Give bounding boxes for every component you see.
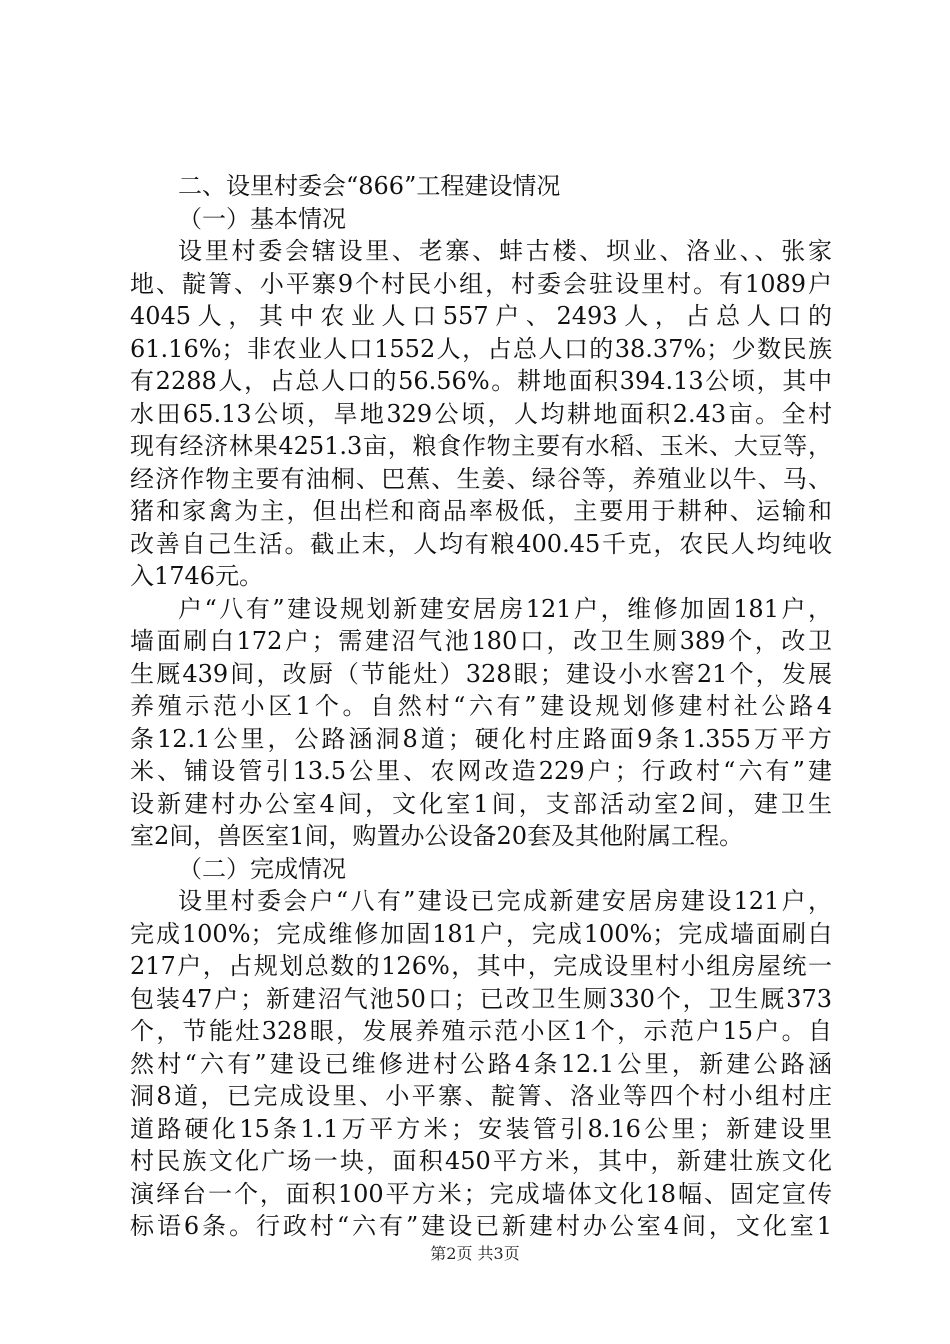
paragraph-line: 标语6条。行政村“六有”建设已新建村办公室4间，文化室1 bbox=[130, 1212, 832, 1240]
paragraph-line: 包装47户；新建沼气池50口；已改卫生厕330个，卫生厩373 bbox=[130, 984, 832, 1013]
paragraph-line: 猪和家禽为主，但出栏和商品率极低，主要用于耕种、运输和 bbox=[130, 497, 832, 525]
paragraph-line: 村民族文化广场一块，面积450平方米，其中，新建壮族文化 bbox=[130, 1147, 832, 1175]
paragraph-line: 设里村委会辖设里、老寨、蚌古楼、坝业、洛业、、张家 bbox=[178, 237, 832, 265]
paragraph-line: 户“八有”建设规划新建安居房121户，维修加固181户， bbox=[178, 594, 832, 623]
paragraph-line: 设里村委会户“八有”建设已完成新建安居房建设121户， bbox=[178, 887, 832, 915]
paragraph-line: 条12.1公里，公路涵洞8道；硬化村庄路面9条1.355万平方 bbox=[130, 724, 832, 753]
paragraph-line: 洞8道，已完成设里、小平寨、靛箐、洛业等四个村小组村庄 bbox=[130, 1082, 832, 1110]
paragraph-line: 设新建村办公室4间，文化室1间，支部活动室2间，建卫生 bbox=[130, 789, 832, 818]
paragraph-line: 水田65.13公顷，旱地329公顷，人均耕地面积2.43亩。全村 bbox=[130, 399, 832, 428]
paragraph-line: 墙面刷白172户；需建沼气池180口，改卫生厕389个，改卫 bbox=[130, 627, 832, 655]
paragraph-line: 4045人，其中农业人口557户、2493人，占总人口的 bbox=[130, 302, 832, 330]
paragraph-line: 入1746元。 bbox=[130, 562, 264, 590]
section-heading: 二、设里村委会“866”工程建设情况 bbox=[178, 172, 561, 200]
paragraph-line: 道路硬化15条1.1万平方米；安装管引8.16公里；新建设里 bbox=[130, 1114, 832, 1143]
paragraph-line: 改善自己生活。截止末，人均有粮400.45千克，农民人均纯收 bbox=[130, 529, 832, 558]
paragraph-line: 现有经济林果4251.3亩，粮食作物主要有水稻、玉米、大豆等， bbox=[130, 432, 832, 460]
page-number-footer: 第2页 共3页 bbox=[430, 1244, 520, 1263]
document-body bbox=[130, 170, 832, 1243]
subsection-title-basic: （一）基本情况 bbox=[178, 204, 346, 233]
paragraph-line: 完成100%；完成维修加固181户，完成100%；完成墙面刷白 bbox=[130, 919, 832, 948]
paragraph-line: 演绎台一个，面积100平方米；完成墙体文化18幅、固定宣传 bbox=[130, 1179, 832, 1208]
subsection-title-completion: （二）完成情况 bbox=[178, 854, 346, 883]
paragraph-line: 养殖示范小区1个。自然村“六有”建设规划修建村社公路4 bbox=[130, 692, 832, 720]
paragraph-line: 个，节能灶328眼，发展养殖示范小区1个，示范户15户。自 bbox=[130, 1017, 832, 1045]
paragraph-line: 地、靛箐、小平寨9个村民小组，村委会驻设里村。有1089户 bbox=[130, 269, 832, 298]
paragraph-line: 室2间，兽医室1间，购置办公设备20套及其他附属工程。 bbox=[130, 822, 744, 850]
paragraph-line: 217户，占规划总数的126%，其中，完成设里村小组房屋统一 bbox=[130, 952, 832, 980]
paragraph-line: 生厩439间，改厨（节能灶）328眼；建设小水窖21个，发展 bbox=[130, 659, 832, 688]
paragraph-line: 米、铺设管引13.5公里、农网改造229户；行政村“六有”建 bbox=[130, 757, 832, 785]
paragraph-line: 有2288人，占总人口的56.56%。耕地面积394.13公顷，其中 bbox=[130, 367, 832, 395]
paragraph-line: 61.16%；非农业人口1552人，占总人口的38.37%；少数民族 bbox=[130, 334, 832, 363]
paragraph-line: 经济作物主要有油桐、巴蕉、生姜、绿谷等，养殖业以牛、马、 bbox=[130, 464, 832, 493]
paragraph-line: 然村“六有”建设已维修进村公路4条12.1公里，新建公路涵 bbox=[130, 1049, 832, 1078]
